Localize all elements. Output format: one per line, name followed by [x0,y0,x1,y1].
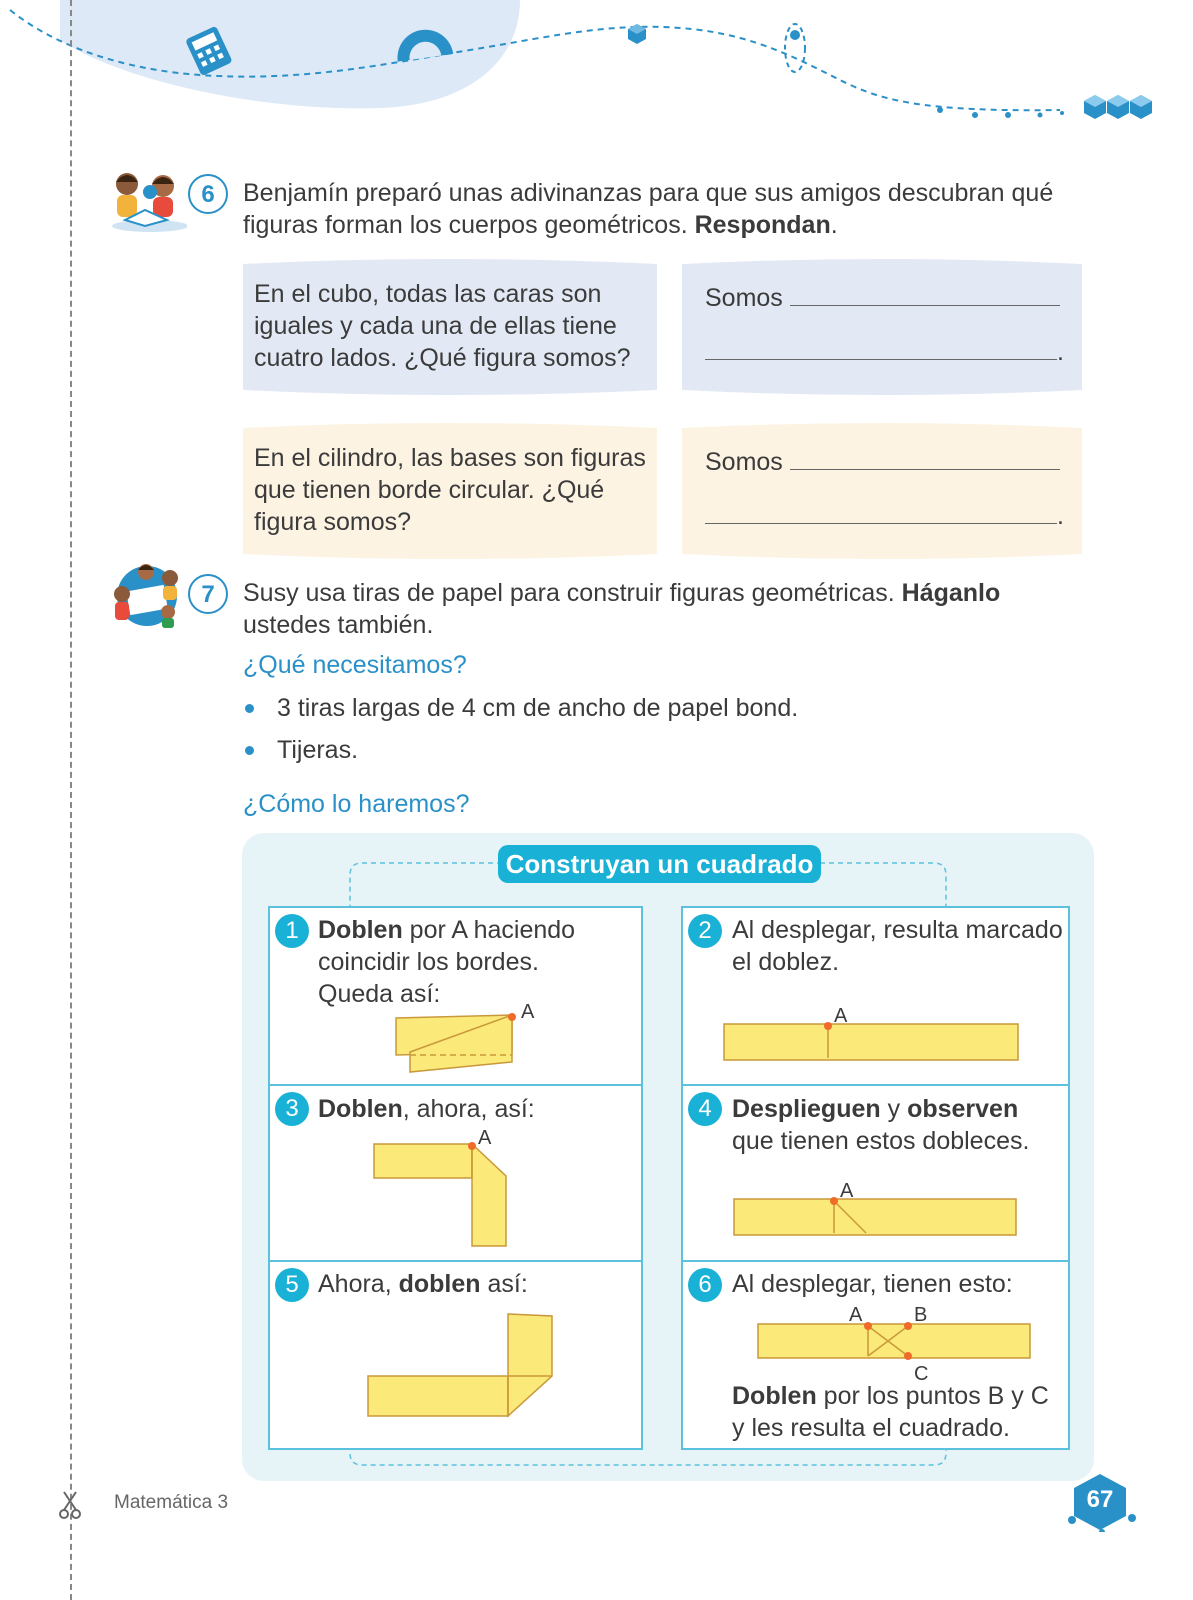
cut-line [70,0,72,1600]
step-number: 3 [275,1092,309,1126]
section-title-how: ¿Cómo lo haremos? [243,790,470,818]
riddle-cylinder [254,442,654,538]
activity6-line2: figuras forman los cuerpos geométricos. Respondan. [243,211,838,239]
children-group-illustration [110,560,184,628]
step1-paper-figure [390,1000,540,1080]
riddle-line: figura somos? [254,508,412,536]
book-title: Matemática 3 [114,1492,229,1513]
activity6-line1: Benjamín preparó unas adivinanzas para que sus amigos descubran qué [243,179,1054,207]
step2-paper-figure [720,1000,1025,1070]
step5-text: Ahora, doblen así: [318,1270,528,1298]
section-title-needs: ¿Qué necesitamos? [243,651,467,679]
answer-label: Somos [705,284,783,312]
step-number: 5 [275,1268,309,1302]
riddle-line: iguales y cada una de ellas tiene [254,312,617,340]
answer-blank[interactable] [790,469,1060,470]
answer-blank[interactable] [705,523,1057,524]
scissors-icon [58,1490,84,1520]
step4-paper-figure [730,1175,1025,1245]
cubes-icon [1084,95,1152,119]
panel-title: Construyan un cuadrado [498,845,821,883]
riddle-line: que tienen borde circular. ¿Qué [254,476,605,504]
step-number: 2 [688,914,722,948]
activity7-line2: ustedes también. [243,611,434,639]
activity7-line1: Susy usa tiras de papel para construir figuras geométricas. Háganlo [243,579,1001,607]
riddle-line: En el cubo, todas las caras son [254,280,602,308]
answer-cube[interactable]: Somos . [705,284,1064,366]
point-label: A [834,1005,848,1027]
header-decoration [0,0,1193,140]
point-label: A [849,1304,863,1326]
page-number: 67 [1086,1486,1114,1513]
step1-text: Doblen por A haciendo coincidir los bordes. Queda así: [318,916,576,1008]
point-label: A [521,1001,535,1023]
activity6-instructions [243,177,1093,241]
list-item: 3 tiras largas de 4 cm de ancho de papel bond. [243,692,798,724]
step-number: 1 [275,914,309,948]
step6-final-text: Doblen por los puntos B y C y les resulta el cuadrado. [732,1382,1049,1442]
answer-label: Somos [705,448,783,476]
step3-paper-figure [368,1128,518,1254]
riddle-line: En el cilindro, las bases son figuras [254,444,646,472]
point-label: A [840,1180,854,1202]
bullet-icon [245,746,254,755]
activity-number: 6 [188,174,228,214]
riddle-cube [254,278,654,374]
list-item: Tijeras. [243,734,798,766]
step4-text: Desplieguen y observen que tienen estos dobleces. [732,1095,1030,1155]
bullet-icon [245,704,254,713]
children-reading-illustration [105,168,187,234]
point-label: C [914,1363,929,1382]
step6-text: Al desplegar, tienen esto: [732,1270,1013,1298]
step-number: 6 [688,1268,722,1302]
step2-text: Al desplegar, resulta marcado el doblez. [732,916,1063,976]
step6-paper-figure [752,1300,1037,1382]
activity-number: 7 [188,574,228,614]
step-number: 4 [688,1092,722,1126]
activity7-instructions [243,577,1093,641]
point-label: B [914,1304,928,1326]
answer-cylinder[interactable]: Somos . [705,448,1064,530]
answer-blank[interactable] [705,359,1057,360]
step5-paper-figure [362,1310,558,1426]
point-label: A [478,1128,492,1149]
answer-blank[interactable] [790,305,1060,306]
step3-text: Doblen, ahora, así: [318,1095,535,1123]
needs-list [243,692,798,766]
riddle-line: cuatro lados. ¿Qué figura somos? [254,344,631,372]
